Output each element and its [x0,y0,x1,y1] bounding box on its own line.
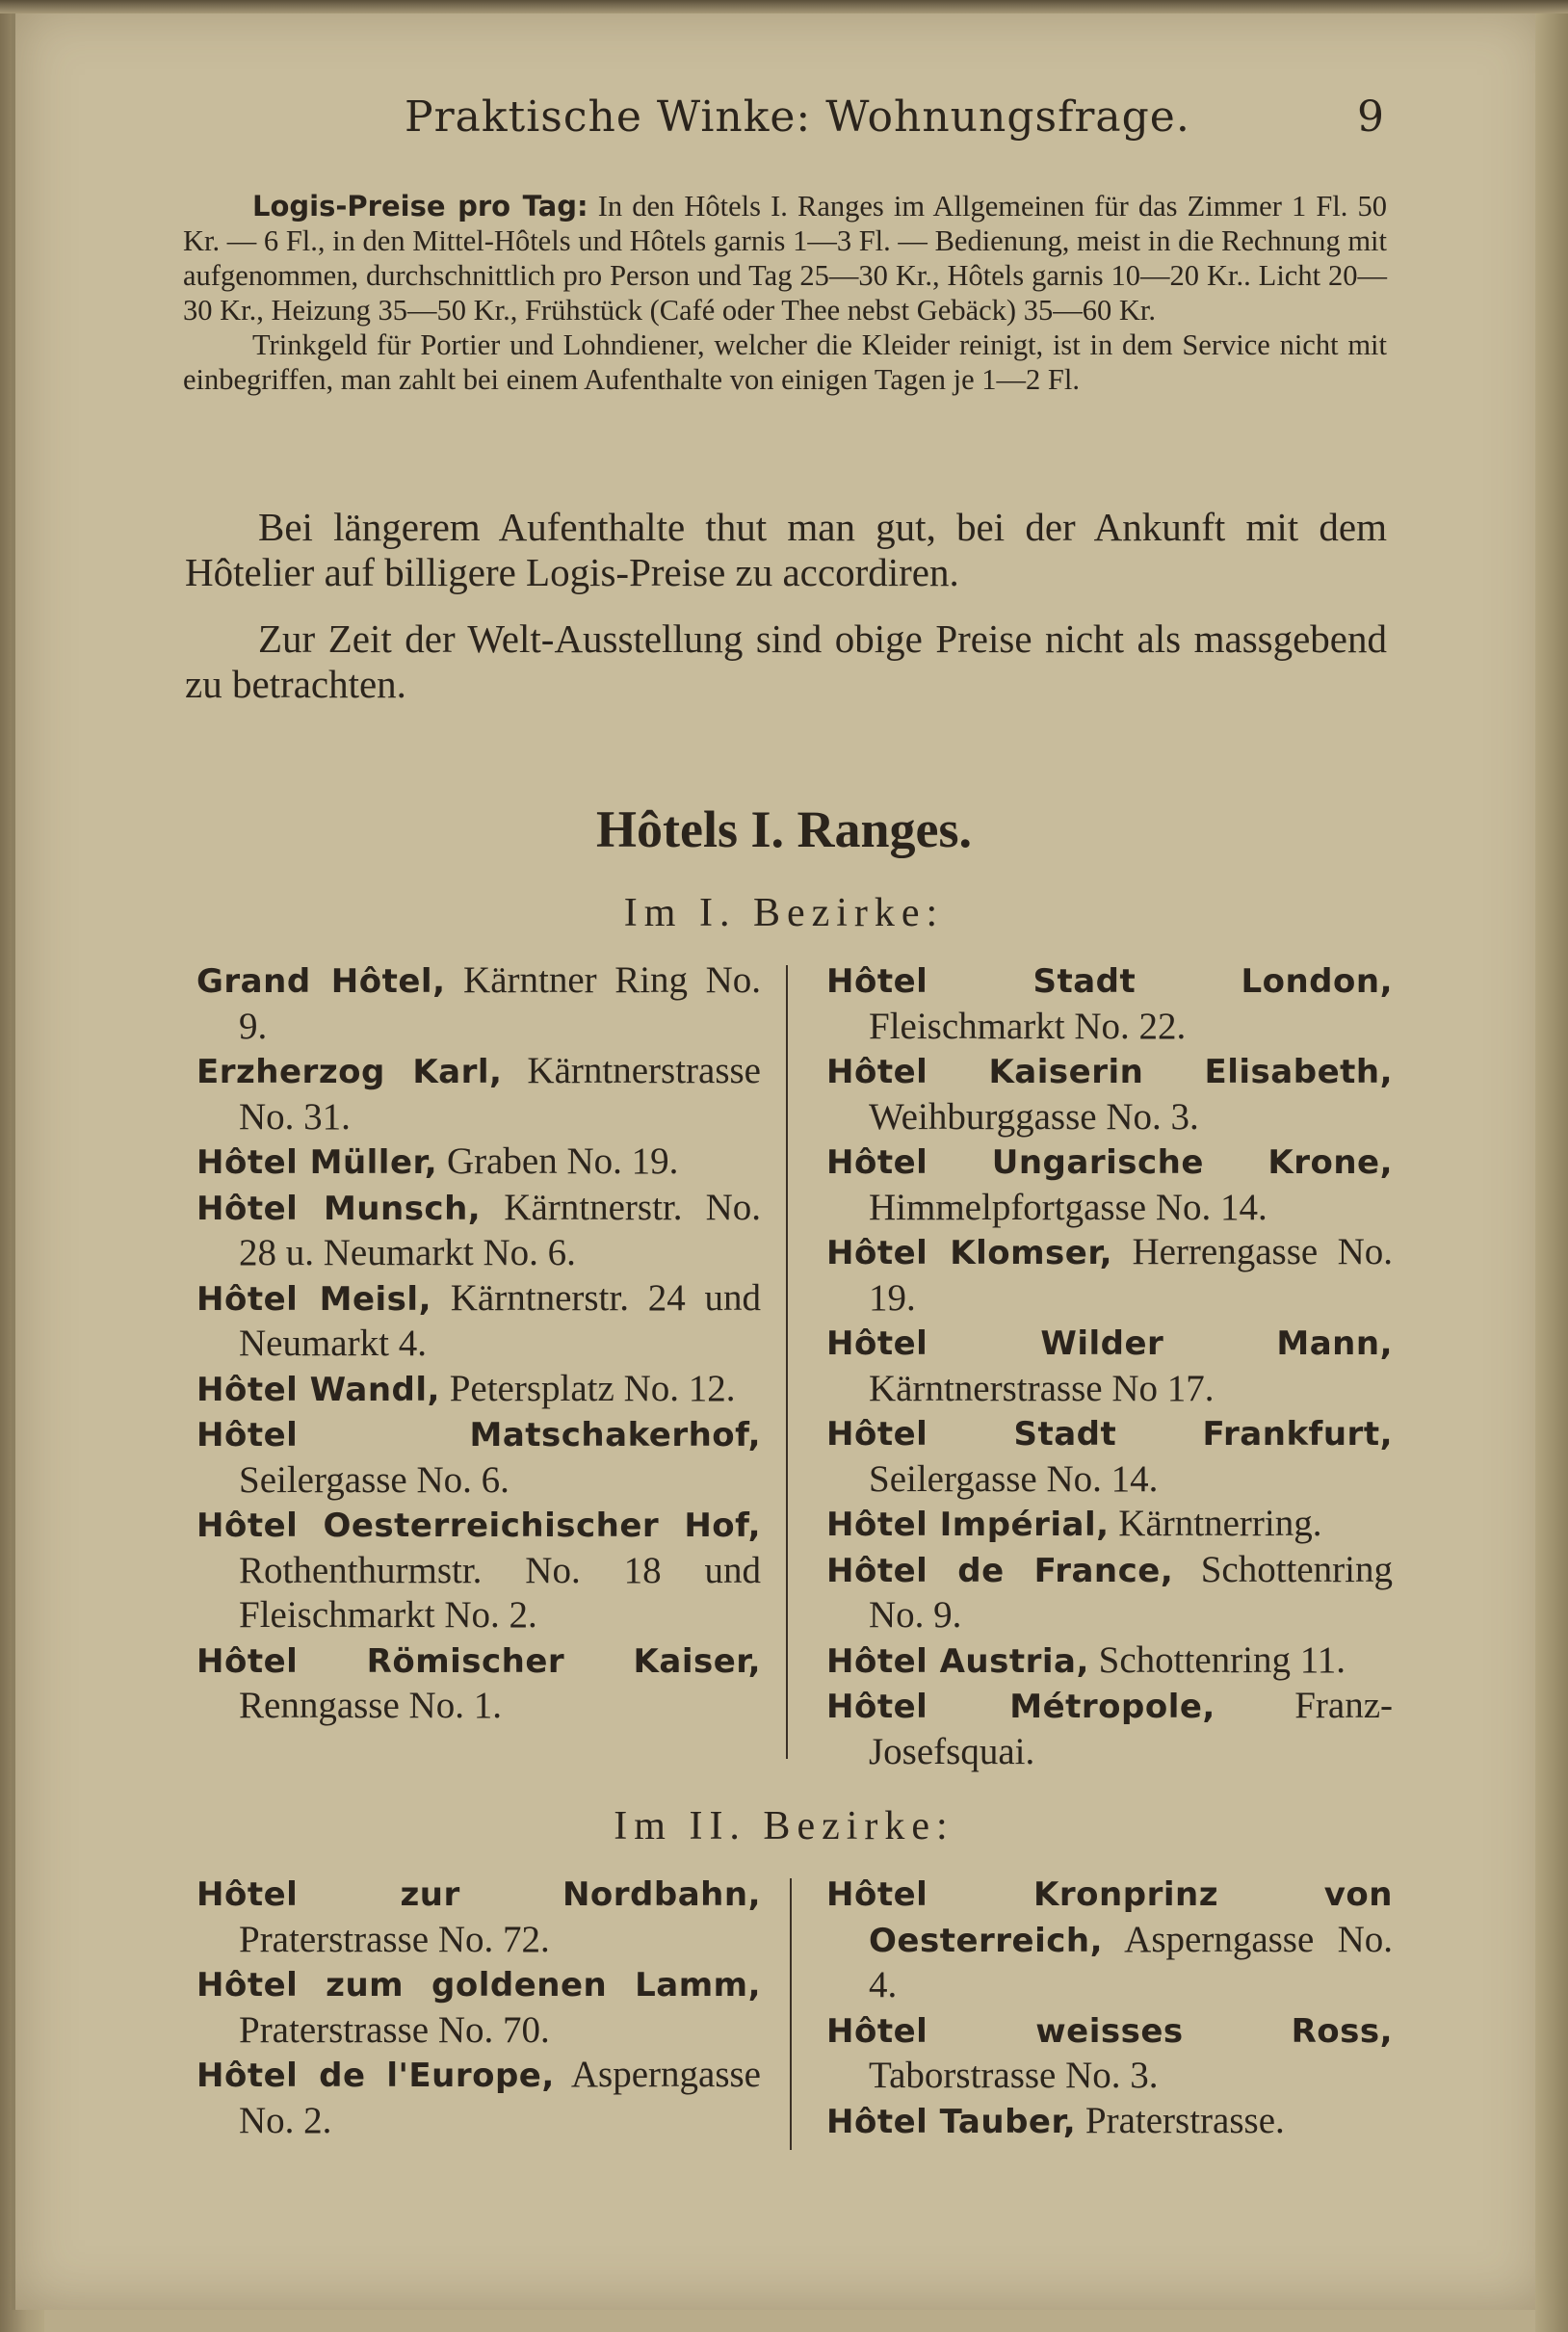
page-edge [1535,0,1568,2332]
hotel-address: Kärntnerstr. No. 28 u. Neumarkt No. 6. [239,1186,762,1273]
hotel-address: Herrengasse No. 19. [869,1231,1393,1319]
hotel-address: Taborstrasse No. 3. [869,2055,1159,2096]
hotel-name: Hôtel Stadt London, [826,962,1393,1001]
hotel-address: Praterstrasse No. 70. [239,2008,550,2051]
hotel-entry [826,1049,1393,1140]
hotel-name: Hôtel Müller, [196,1143,438,1182]
hotel-entry [826,958,1393,1049]
hotel-entry [826,1230,1393,1321]
tip-paragraph: Trinkgeld für Portier und Lohndiener, welcher die Kleider reinigt, ist in dem Service nicht mit einbegriffen, man zahlt bei einem Aufenthalte von einigen Tagen je 1—2 Fl. [183,328,1387,396]
column-divider [790,1878,792,2150]
hotel-name: Hôtel Stadt Frankfurt, [826,1415,1393,1454]
hotel-entry [196,1962,761,2053]
page-number: 9 [1357,92,1385,142]
hotel-name: Grand Hôtel, [196,962,446,1001]
hotel-entry [196,1276,761,1367]
hotel-address: Graben No. 19. [437,1140,679,1182]
hotel-name: Hôtel Wilder Mann, [826,1324,1393,1363]
hotel-name: Hôtel de l'Europe, [196,2057,555,2095]
hotel-entry [196,1049,761,1140]
top-edge [0,0,1568,13]
hotel-entry [826,2008,1393,2099]
district-1-left-column [196,958,761,1729]
hotel-address: Franz-Josefsquai. [869,1685,1393,1772]
hotel-entry [196,1872,761,1962]
hotel-entry [196,1412,761,1503]
hotel-name: Hôtel de France, [826,1551,1174,1590]
district-1-heading: Im I. Bezirke: [623,891,945,935]
hotel-address: Asperngasse No. 2. [239,2054,761,2141]
hotel-address: Praterstrasse. [1076,2099,1285,2141]
hotel-entry [196,958,761,1049]
district-1-right-column [826,958,1393,1774]
hotel-entry [826,1411,1393,1502]
hotel-entry [826,1502,1393,1548]
hotel-address: Praterstrasse No. 72. [239,1918,550,1960]
hotel-entry [826,1684,1393,1774]
district-2-right-column [826,1872,1393,2144]
hotel-name: Hôtel Wandl, [196,1370,440,1409]
hotel-name: Hôtel Kronprinz von Oesterreich, [826,1875,1393,1960]
logis-text: In den Hôtels I. Ranges im Allgemeinen für das Zimmer 1 Fl. 50 Kr. — 6 Fl., in den Mittel-Hôtels und Hôtels garnis 1—3 Fl. — Bedienung, meist in die Rechnung mit aufgenommen, durchschnittlich pro Person und Tag 25—30 Kr., Hôtels garnis 10—20 Kr.. Licht 20—30 Kr., Heizung 35—50 Kr., Frühstück (Café oder Thee nebst Gebäck) 35—60 Kr. [183,190,1387,327]
district-2-heading: Im II. Bezirke: [614,1804,954,1848]
hotel-entry [196,2053,761,2143]
hotel-name: Hôtel Oesterreichischer Hof, [196,1507,761,1545]
hotel-name: Erzherzog Karl, [196,1053,503,1091]
hotel-name: Hôtel Ungarische Krone, [826,1143,1393,1182]
hotel-name: Hôtel Klomser, [826,1234,1113,1272]
hotel-address: Fleischmarkt No. 22. [869,1005,1187,1047]
section-title: Hôtels I. Ranges. [596,800,972,858]
hotel-address: Schottenring No. 9. [869,1548,1393,1636]
hotel-entry [826,1872,1393,2008]
hotel-name: Hôtel Kaiserin Elisabeth, [826,1053,1393,1091]
advice-paragraphs [185,505,1387,728]
running-header [405,92,1397,150]
hotel-address: Kärntnerstrasse No 17. [869,1367,1215,1409]
advice-paragraph-2: Zur Zeit der Welt-Ausstellung sind obige Preise nicht als massgebend zu betrachten. [185,616,1387,706]
hotel-address: Petersplatz No. 12. [439,1367,736,1409]
district-2-left-column [196,1872,761,2143]
hotel-name: Hôtel Munsch, [196,1189,482,1228]
advice-paragraph-1: Bei längerem Aufenthalte thut man gut, bei der Ankunft mit dem Hôtelier auf billigere Logis-Preise zu accordiren. [185,505,1387,594]
column-divider [786,965,788,1759]
hotel-name: Hôtel Métropole, [826,1688,1215,1726]
hotel-entry [196,1503,761,1638]
hotel-address: Weihburggasse No. 3. [869,1095,1199,1138]
hotel-entry [826,1321,1393,1411]
hotel-address: Renngasse No. 1. [239,1685,502,1726]
hotel-address: Himmelpfortgasse No. 14. [869,1186,1267,1228]
hotel-address: Rothenthurmstr. No. 18 und Fleischmarkt No. 2. [239,1549,761,1636]
hotel-name: Hôtel zur Nordbahn, [196,1875,761,1914]
hotel-entry [826,1638,1393,1685]
hotel-address: Schottenring 11. [1088,1638,1346,1681]
hotel-address: Kärntnerstrasse No. 31. [239,1050,761,1138]
hotel-name: Hôtel weisses Ross, [826,2011,1393,2051]
hotel-address: Kärntnerstr. 24 und Neumarkt 4. [239,1276,761,1364]
hotel-entry [196,1367,761,1413]
hotel-name: Hôtel Impérial, [826,1506,1110,1544]
hotel-address: Kärntner Ring No. 9. [239,959,761,1047]
hotel-entry [826,1140,1393,1230]
hotel-entry [826,1548,1393,1638]
hotel-address: Kärntnerring. [1109,1503,1322,1544]
hotel-name: Hôtel Meisl, [196,1279,431,1319]
hotel-name: Hôtel Tauber, [826,2102,1077,2141]
hotel-name: Hôtel Matschakerhof, [196,1416,761,1454]
hotel-entry [196,1638,761,1729]
hotel-entry [196,1186,761,1276]
hotel-entry [196,1140,761,1186]
logis-prices-paragraph [183,189,1387,397]
hotel-entry [826,2099,1393,2145]
hotel-name: Hôtel Römischer Kaiser, [196,1641,761,1681]
hotel-name: Hôtel Austria, [826,1641,1089,1681]
running-title: Praktische Winke: Wohnungsfrage. [405,92,1190,142]
hotel-address: Seilergasse No. 6. [239,1458,510,1501]
hotel-address: Seilergasse No. 14. [869,1457,1159,1500]
logis-label: Logis-Preise pro Tag: [252,190,588,223]
hotel-name: Hôtel zum goldenen Lamm, [196,1966,761,2004]
hotel-address: Asperngasse No. 4. [869,1918,1393,2005]
